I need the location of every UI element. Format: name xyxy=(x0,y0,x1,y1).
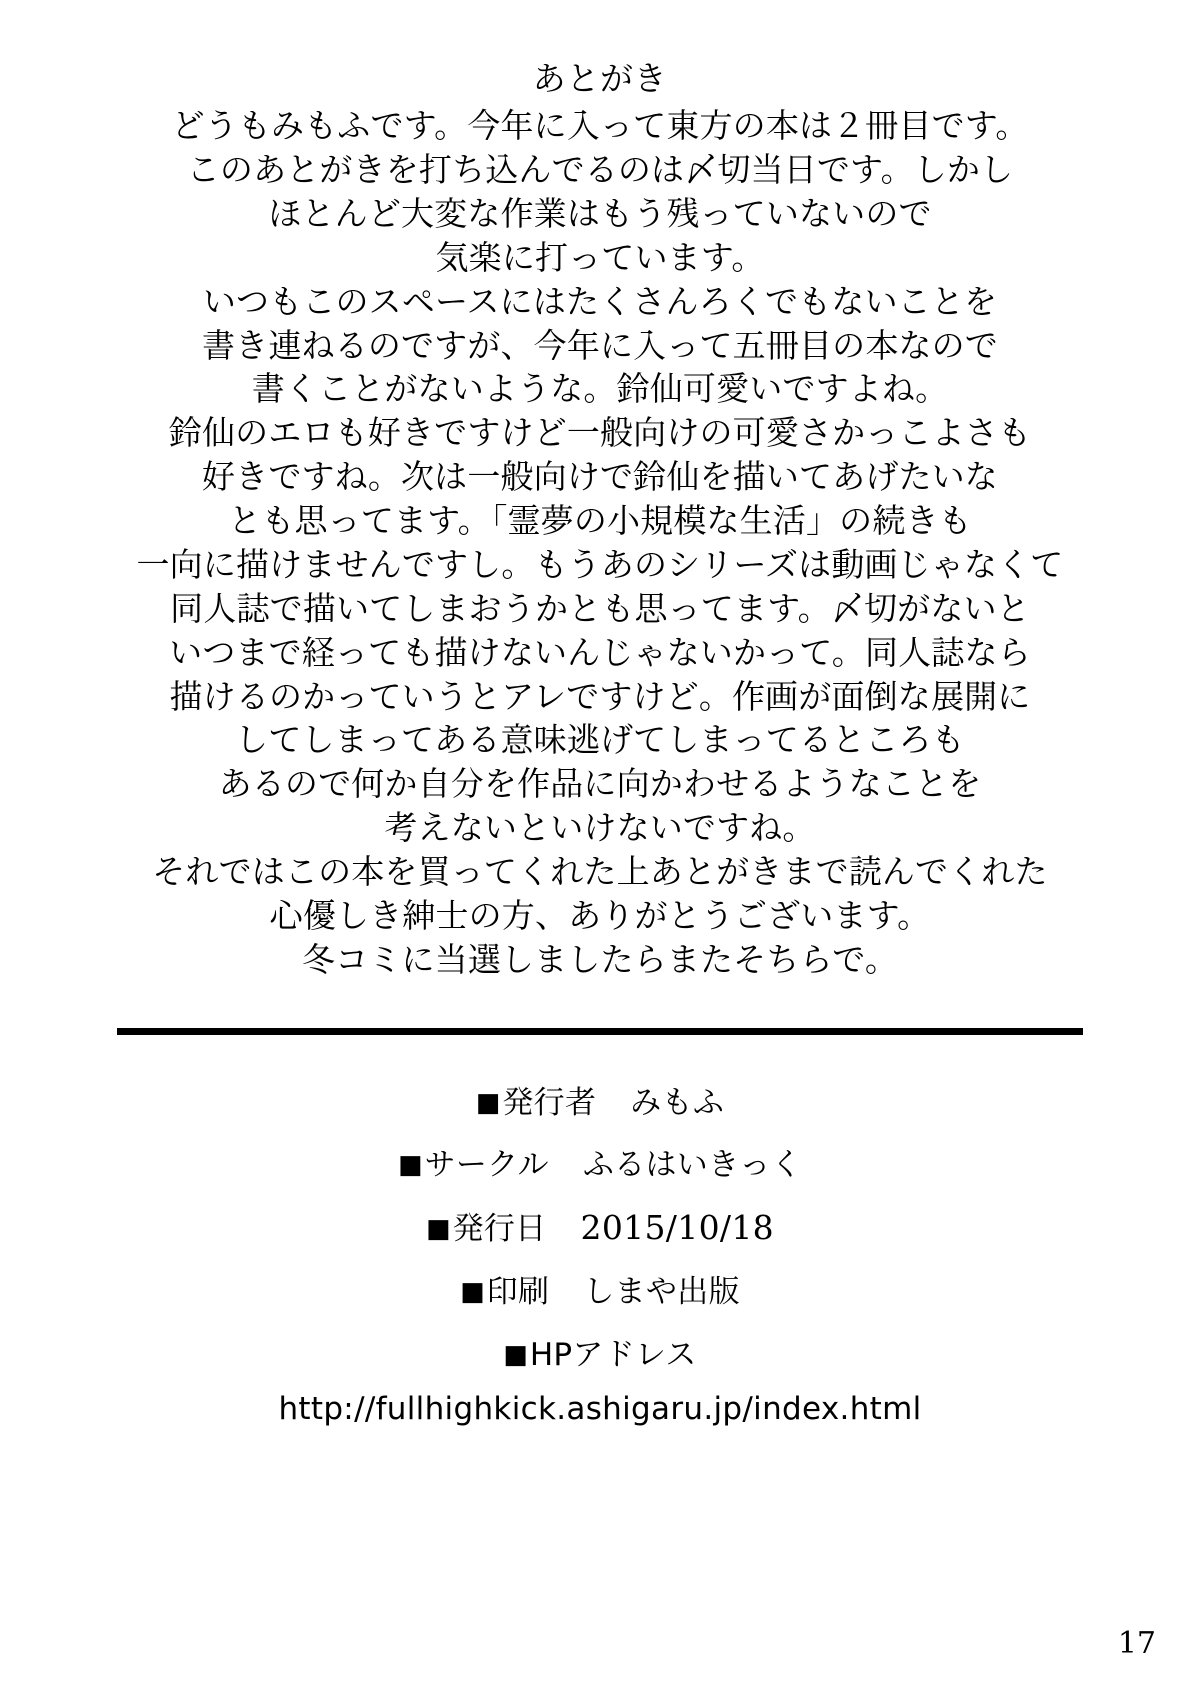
square-bullet-icon: ■ xyxy=(397,1150,423,1181)
colophon-row-circle xyxy=(100,1145,1100,1185)
afterword-line: どうもみもふです。今年に入って東方の本は２冊目です。 xyxy=(171,106,1029,146)
afterword-line: あるので何か自分を作品に向かわせるようなことを xyxy=(218,764,982,804)
colophon-row-printer xyxy=(100,1272,1100,1312)
colophon-label: 発行日 xyxy=(452,1211,547,1248)
colophon-label: 発行者 xyxy=(502,1084,597,1121)
afterword-line: 描けるのかっていうとアレですけど。作画が面倒な展開に xyxy=(169,676,1031,716)
square-bullet-icon: ■ xyxy=(425,1214,451,1245)
afterword-line: 気楽に打っています。 xyxy=(435,237,765,277)
afterword-line: してしまってある意味逃げてしまってるところも xyxy=(235,720,965,760)
colophon-section xyxy=(100,1083,1100,1429)
colophon-value: しまや出版 xyxy=(583,1274,740,1311)
square-bullet-icon: ■ xyxy=(503,1339,528,1370)
afterword-line: 書き連ねるのですが、今年に入って五冊目の本なので xyxy=(202,325,998,365)
afterword-line: 冬コミに当選しましたらまたそちらで。 xyxy=(302,939,898,979)
colophon-label: サークル xyxy=(424,1147,549,1184)
afterword-line: 書くことがないような。鈴仙可愛いですよね。 xyxy=(251,369,949,409)
afterword-line: いつまで経っても描けないんじゃないかって。同人誌なら xyxy=(169,632,1031,672)
colophon-label: HPアドレス xyxy=(529,1336,697,1373)
afterword-line: 考えないといけないですね。 xyxy=(384,808,816,848)
colophon-row-homepage xyxy=(100,1335,1100,1375)
colophon-value: ふるはいきっく xyxy=(582,1147,803,1184)
afterword-line: それではこの本を買ってくれた上あとがきまで読んでくれた xyxy=(152,852,1048,892)
afterword-line: このあとがきを打ち込んでるのは〆切当日です。しかし xyxy=(186,150,1014,190)
homepage-url[interactable]: http://fullhighkick.ashigaru.jp/index.html xyxy=(278,1390,922,1427)
square-bullet-icon: ■ xyxy=(475,1087,501,1118)
afterword-line: 好きですね。次は一般向けで鈴仙を描いてあげたいな xyxy=(202,457,998,497)
afterword-line: 鈴仙のエロも好きですけど一般向けの可愛さかっこよさも xyxy=(168,413,1032,453)
afterword-line: ほとんど大変な作業はもう残っていないので xyxy=(268,193,932,233)
afterword-line: 一向に描けませんですし。もうあのシリーズは動画じゃなくて xyxy=(136,544,1064,584)
afterword-section xyxy=(70,58,1130,982)
section-divider xyxy=(117,1028,1083,1035)
afterword-body xyxy=(70,104,1130,982)
page-number: 17 xyxy=(1117,1626,1156,1661)
afterword-line: とも思ってます。「霊夢の小規模な生活」の続きも xyxy=(228,501,972,541)
colophon-value: 2015/10/18 xyxy=(580,1208,775,1248)
afterword-line: いつもこのスペースにはたくさんろくでもないことを xyxy=(202,281,998,321)
square-bullet-icon: ■ xyxy=(460,1277,485,1308)
colophon-label: 印刷 xyxy=(486,1274,550,1311)
colophon-row-publisher xyxy=(100,1083,1100,1123)
colophon-row-date xyxy=(100,1207,1100,1250)
afterword-line: 心優しき紳士の方、ありがとうございます。 xyxy=(269,895,931,935)
colophon-value: みもふ xyxy=(630,1084,725,1121)
afterword-title: あとがき xyxy=(532,59,668,98)
afterword-line: 同人誌で描いてしまおうかとも思ってます。〆切がないと xyxy=(170,588,1030,628)
